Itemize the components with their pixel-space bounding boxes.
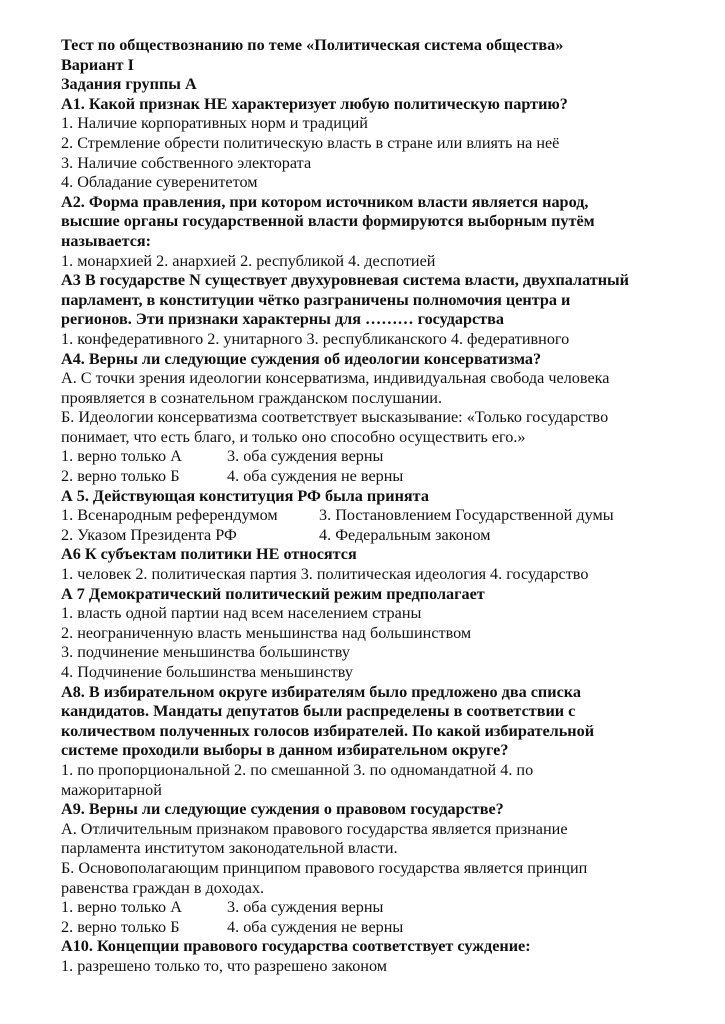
question-a3: А3 В государстве N существует двухуровневая система власти, двухпалатный bbox=[61, 271, 630, 290]
question-a1: А1. Какой признак НЕ характеризует любую политическую партию? bbox=[61, 94, 568, 113]
statement-b-cont: равенства граждан в доходах. bbox=[61, 878, 265, 897]
statement-b: Б. Основополагающим принципом правового государства является принцип bbox=[61, 858, 588, 877]
answer-option: 1. верно только А bbox=[61, 898, 182, 917]
statement-a-cont: проявляется в сознательном гражданском послушании. bbox=[61, 388, 443, 407]
question-a3-cont: регионов. Эти признаки характерны для ……… государства bbox=[61, 310, 504, 329]
question-a5: А 5. Действующая конституция РФ была принята bbox=[61, 486, 429, 505]
answer-option: 3. Наличие собственного электората bbox=[61, 153, 312, 172]
answer-option: 3. оба суждения верны bbox=[227, 447, 384, 466]
question-a10: А10. Концепции правового государства соответствует суждение: bbox=[61, 937, 531, 956]
question-a2-cont: высшие органы государственной власти формируются выборным путём bbox=[61, 212, 595, 231]
question-a8-cont: количеством полученных голосов избирателей. По какой избирательной bbox=[61, 721, 595, 740]
document-page bbox=[61, 36, 671, 977]
question-a4: А4. Верны ли следующие суждения об идеологии консерватизма? bbox=[61, 349, 542, 368]
answer-row bbox=[61, 526, 671, 546]
answer-option: 1. верно только А bbox=[61, 447, 182, 466]
question-a3-cont: парламент, в конституции чётко разграничены полномочия центра и bbox=[61, 290, 571, 309]
answer-row bbox=[61, 447, 671, 467]
question-a8-cont: системе проходили выборы в данном избирательном округе? bbox=[61, 741, 509, 760]
answer-option: 3. подчинение меньшинства большинству bbox=[61, 643, 350, 662]
answer-option: 4. оба суждения не верны bbox=[227, 467, 404, 486]
question-a8-cont: кандидатов. Мандаты депутатов были распределены в соответствии с bbox=[61, 702, 576, 721]
statement-a: А. С точки зрения идеологии консерватизма, индивидуальная свобода человека bbox=[61, 369, 610, 388]
answer-option: 4. оба суждения не верны bbox=[227, 917, 404, 936]
answer-row bbox=[61, 506, 671, 526]
question-a8: А8. В избирательном округе избирателям было предложено два списка bbox=[61, 682, 581, 701]
group-label: Задания группы А bbox=[61, 75, 197, 94]
answer-row bbox=[61, 898, 671, 918]
answer-option: 4. Федеральным законом bbox=[319, 525, 491, 544]
statement-b: Б. Идеологии консерватизма соответствует высказывание: «Только государство bbox=[61, 408, 609, 427]
answer-row bbox=[61, 918, 671, 938]
question-a2-cont: называется: bbox=[61, 231, 152, 250]
answer-options-row: 1. человек 2. политическая партия 3. политическая идеология 4. государство bbox=[61, 565, 589, 584]
answer-option: 4. Подчинение большинства меньшинству bbox=[61, 663, 353, 681]
answer-option: 3. оба суждения верны bbox=[227, 898, 384, 917]
statement-b-cont: понимает, что есть благо, и только оно способно осуществить его.» bbox=[61, 427, 526, 446]
answer-option: 2. Стремление обрести политическую власть в стране или влиять на неё bbox=[61, 133, 560, 152]
answer-options-row: 1. по пропорциональной 2. по смешанной 3. по одномандатной 4. по bbox=[61, 760, 534, 779]
answer-option: 2. верно только Б bbox=[61, 917, 180, 936]
question-a9: А9. Верны ли следующие суждения о правовом государстве? bbox=[61, 800, 504, 819]
answer-row bbox=[61, 467, 671, 487]
answer-option: 1. Наличие корпоративных норм и традиций bbox=[61, 114, 368, 133]
answer-option: 2. Указом Президента РФ bbox=[61, 525, 237, 544]
answer-option: 2. неограниченную власть меньшинства над большинством bbox=[61, 623, 472, 642]
question-a7: А 7 Демократический политический режим предполагает bbox=[61, 584, 485, 603]
answer-option: 1. власть одной партии над всем населением страны bbox=[61, 604, 422, 623]
answer-options-row: 1. монархией 2. анархией 2. республикой 4. деспотией bbox=[61, 251, 436, 270]
answer-option: 1. Всенародным референдумом bbox=[61, 506, 278, 525]
answer-option: 4. Обладание суверенитетом bbox=[61, 173, 258, 192]
answer-option: 3. Постановлением Государственной думы bbox=[319, 506, 614, 525]
answer-options-row: 1. конфедеративного 2. унитарного 3. республиканского 4. федеративного bbox=[61, 329, 570, 348]
answer-options-row-cont: мажоритарной bbox=[61, 780, 162, 799]
variant-label: Вариант I bbox=[61, 55, 134, 74]
statement-a-cont: парламента институтом законодательной власти. bbox=[61, 839, 398, 858]
question-a6: А6 К субъектам политики НЕ относятся bbox=[61, 545, 357, 564]
answer-option: 1. разрешено только то, что разрешено законом bbox=[61, 956, 387, 975]
question-a2: А2. Форма правления, при котором источником власти является народ, bbox=[61, 192, 589, 211]
answer-option: 2. верно только Б bbox=[61, 467, 180, 486]
document-title: Тест по обществознанию по теме «Политическая система общества» bbox=[61, 36, 564, 54]
statement-a: А. Отличительным признаком правового государства является признание bbox=[61, 819, 568, 838]
